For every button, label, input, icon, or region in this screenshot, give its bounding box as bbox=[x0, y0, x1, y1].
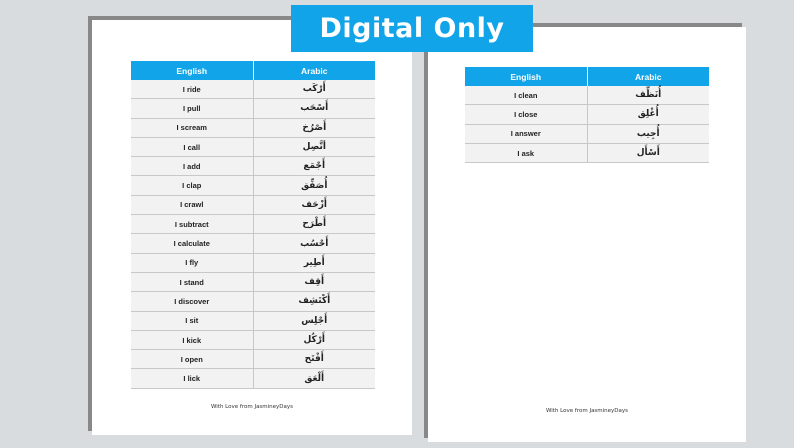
arabic-cell: أَرْكَب bbox=[253, 80, 375, 99]
table-row bbox=[131, 253, 375, 272]
table-row bbox=[131, 157, 375, 176]
table-row bbox=[131, 80, 375, 99]
arabic-cell: أَجْلِس bbox=[253, 311, 375, 330]
english-cell: I close bbox=[465, 105, 587, 124]
table-row bbox=[131, 292, 375, 311]
english-cell: I ask bbox=[465, 143, 587, 162]
arabic-cell: أُجِيب bbox=[587, 124, 709, 143]
vocab-table-body bbox=[131, 80, 375, 388]
arabic-cell: أَسْحَب bbox=[253, 99, 375, 118]
english-cell: I calculate bbox=[131, 234, 253, 253]
arabic-cell: أَلْعَق bbox=[253, 369, 375, 388]
arabic-cell: أَسْأَل bbox=[587, 143, 709, 162]
english-cell: I call bbox=[131, 137, 253, 156]
arabic-cell: أُغْلِق bbox=[587, 105, 709, 124]
footer-credit: With Love from JasmineyDays bbox=[545, 408, 629, 414]
worksheet-page-left bbox=[92, 20, 412, 435]
column-header-english: English bbox=[465, 67, 587, 86]
table-header-row bbox=[465, 67, 709, 86]
english-cell: I crawl bbox=[131, 195, 253, 214]
vocab-table-body bbox=[465, 86, 709, 163]
arabic-cell: أتَّصِل bbox=[253, 137, 375, 156]
table-row bbox=[131, 311, 375, 330]
table-row bbox=[131, 176, 375, 195]
english-cell: I sit bbox=[131, 311, 253, 330]
arabic-cell: أَطِير bbox=[253, 253, 375, 272]
english-cell: I kick bbox=[131, 330, 253, 349]
column-header-arabic: Arabic bbox=[587, 67, 709, 86]
table-row bbox=[131, 137, 375, 156]
english-cell: I scream bbox=[131, 118, 253, 137]
english-cell: I discover bbox=[131, 292, 253, 311]
arabic-cell: أَجْمَع bbox=[253, 157, 375, 176]
table-row bbox=[131, 330, 375, 349]
arabic-cell: أَفْتَح bbox=[253, 350, 375, 369]
arabic-cell: أَرْكُل bbox=[253, 330, 375, 349]
english-cell: I lick bbox=[131, 369, 253, 388]
vocab-table-left bbox=[131, 61, 375, 389]
table-row bbox=[131, 99, 375, 118]
arabic-cell: أَحْسُب bbox=[253, 234, 375, 253]
table-row bbox=[131, 234, 375, 253]
english-cell: I clap bbox=[131, 176, 253, 195]
column-header-arabic: Arabic bbox=[253, 61, 375, 80]
table-header-row bbox=[131, 61, 375, 80]
column-header-english: English bbox=[131, 61, 253, 80]
english-cell: I open bbox=[131, 350, 253, 369]
digital-only-banner: Digital Only bbox=[291, 5, 533, 52]
table-row bbox=[131, 350, 375, 369]
arabic-cell: أَزْحَف bbox=[253, 195, 375, 214]
table-row bbox=[131, 272, 375, 291]
worksheet-page-right bbox=[428, 27, 746, 442]
table-row bbox=[465, 86, 709, 105]
table-row bbox=[131, 195, 375, 214]
table-row bbox=[465, 124, 709, 143]
vocab-table-right bbox=[465, 67, 709, 163]
arabic-cell: أُصَفِّق bbox=[253, 176, 375, 195]
english-cell: I fly bbox=[131, 253, 253, 272]
footer-credit: With Love from JasmineyDays bbox=[210, 404, 294, 410]
table-row bbox=[131, 118, 375, 137]
english-cell: I clean bbox=[465, 86, 587, 105]
english-cell: I stand bbox=[131, 272, 253, 291]
table-row bbox=[131, 369, 375, 388]
english-cell: I answer bbox=[465, 124, 587, 143]
table-row bbox=[131, 215, 375, 234]
arabic-cell: أُنَظِّف bbox=[587, 86, 709, 105]
table-row bbox=[465, 105, 709, 124]
english-cell: I ride bbox=[131, 80, 253, 99]
arabic-cell: أَصْرُخ bbox=[253, 118, 375, 137]
table-row bbox=[465, 143, 709, 162]
english-cell: I add bbox=[131, 157, 253, 176]
arabic-cell: أَقِف bbox=[253, 272, 375, 291]
arabic-cell: أَكْتَشِف bbox=[253, 292, 375, 311]
arabic-cell: أَطْرَح bbox=[253, 215, 375, 234]
english-cell: I subtract bbox=[131, 215, 253, 234]
english-cell: I pull bbox=[131, 99, 253, 118]
